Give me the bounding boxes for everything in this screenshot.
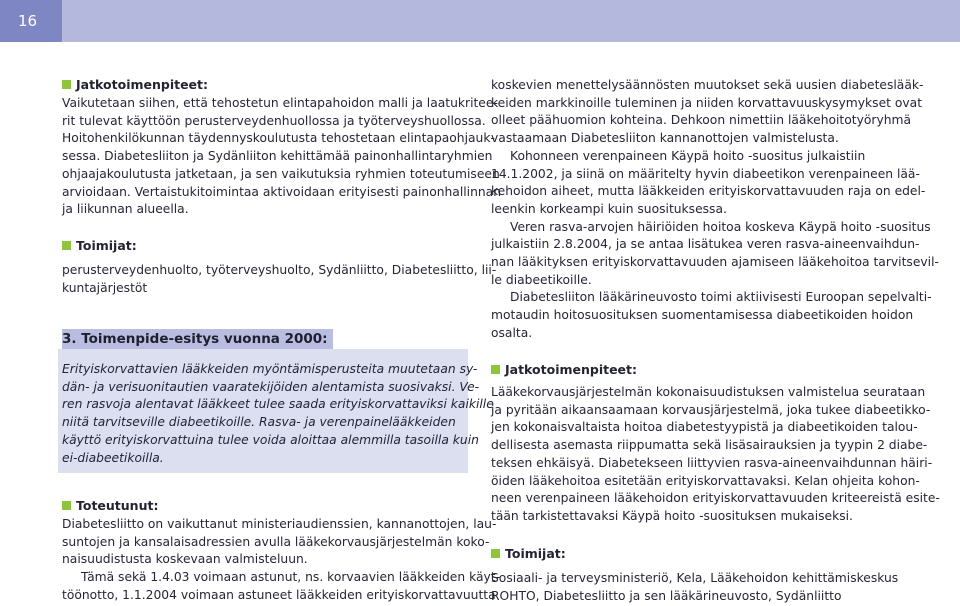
toimijat-text-right bbox=[491, 570, 898, 605]
text-line: tään tarkistettavaksi Käypä hoito -suosituksen mukaiseksi. bbox=[491, 508, 853, 523]
text-line: osalta. bbox=[491, 325, 533, 340]
text-line: koskevien menettelysäännösten muutokset sekä uusien diabeteslääk- bbox=[491, 78, 924, 92]
square-bullet-icon bbox=[62, 501, 71, 510]
jatkotoimenpiteet-text-right bbox=[491, 384, 940, 526]
text-line: ja liikunnan alueella. bbox=[62, 202, 189, 217]
toimijat-heading-left: Toimijat: bbox=[62, 238, 137, 254]
text-line: leenkin korkeampi kuin suosituksessa. bbox=[491, 201, 727, 216]
text-line: käyttö erityiskorvattuina tulee voida aloittaa alemmilla tasoilla kuin bbox=[62, 432, 479, 447]
text-line: ei-diabeetikoilla. bbox=[62, 450, 164, 465]
text-line: ja pyritään aikaansaamaan korvausjärjestelmä, joka tukee diabeetikko- bbox=[491, 402, 931, 417]
text-line: neen verenpaineen lääkehoidon erityiskorvattavuuden kriteereistä esite- bbox=[491, 491, 940, 506]
text-line: vastaamaan Diabetesliiton kannanottojen valmistelusta. bbox=[491, 131, 839, 146]
text-line: nan lääkityksen erityiskorvattavuuden ajamiseen lääkehoitoa tarvitsevil- bbox=[491, 255, 939, 270]
text-line: ohjaajakoulutusta jatketaan, ja sen vaikutuksia ryhmien toteutumiseen bbox=[62, 166, 500, 181]
toimijat-heading-right: Toimijat: bbox=[491, 546, 566, 562]
text-line: naisuudistusta koskevaan valmisteluun. bbox=[62, 552, 308, 567]
text-line: öiden lääkehoitoa esitetään erityiskorvattavaksi. Kelan ohjeita kohon- bbox=[491, 473, 920, 488]
header-bar bbox=[0, 0, 960, 42]
text-line: olleet päähuomion kohteina. Dehkoon nimettiin lääkehoitotyöryhmä bbox=[491, 113, 912, 128]
toteutunut-heading: Toteutunut: bbox=[62, 498, 158, 514]
text-line: keiden markkinoille tuleminen ja niiden korvattavuuskysymykset ovat bbox=[491, 95, 923, 110]
square-bullet-icon bbox=[62, 241, 71, 250]
text-line: Sosiaali- ja terveysministeriö, Kela, Lääkehoidon kehittämiskeskus bbox=[491, 571, 899, 585]
text-line: Erityiskorvattavien lääkkeiden myöntämisperusteita muutetaan sy- bbox=[62, 362, 478, 376]
text-line: Diabetesliiton lääkärineuvosto toimi aktiivisesti Euroopan sepelvalti- bbox=[510, 290, 932, 305]
text-line: Diabetesliitto on vaikuttanut ministeriaudienssien, kannanottojen, lau- bbox=[62, 517, 497, 531]
text-line: Hoitohenkilökunnan täydennyskoulutusta tehostetaan elintapaohjauk- bbox=[62, 131, 495, 146]
text-line: töönotto, 1.1.2004 voimaan astuneet lääkkeiden erityiskorvattavuutta bbox=[62, 587, 496, 602]
text-line: Veren rasva-arvojen häiriöiden hoitoa koskeva Käypä hoito -suositus bbox=[510, 219, 931, 234]
toteutunut-text bbox=[62, 516, 500, 605]
intro-text-right bbox=[491, 77, 939, 343]
text-line: 14.1.2002, ja siinä on määritelty hyvin diabeetikon verenpaineen lää- bbox=[491, 166, 920, 181]
proposal-heading: 3. Toimenpide-esitys vuonna 2000: bbox=[62, 329, 333, 349]
text-line: teksen ehkäisyä. Diabetekseen liittyvien rasva-aineenvaihdunnan häiri- bbox=[491, 455, 933, 470]
square-bullet-icon bbox=[62, 80, 71, 89]
toimijat-text-left bbox=[62, 262, 496, 297]
text-line: Lääkekorvausjärjestelmän kokonaisuudistuksen valmistelua seurataan bbox=[491, 385, 926, 399]
text-line: rit tulevat käyttöön perusterveydenhuollossa ja työterveyshuollossa. bbox=[62, 113, 486, 128]
text-line: kehoidon aiheet, mutta lääkkeiden erityiskorvattavuuden raja on edel- bbox=[491, 184, 926, 199]
text-line: Tämä sekä 1.4.03 voimaan astunut, ns. korvaavien lääkkeiden käyt- bbox=[81, 570, 501, 585]
square-bullet-icon bbox=[491, 365, 500, 374]
text-line: ren rasvoja alentavat lääkkeet tulee saada erityiskorvattaviksi kaikille bbox=[62, 397, 494, 412]
text-line: arvioidaan. Vertaistukitoimintaa aktivoidaan erityisesti painonhallinnan bbox=[62, 184, 502, 199]
jatkotoimenpiteet-text-left bbox=[62, 95, 501, 219]
page-number: 16 bbox=[0, 0, 62, 42]
jatkotoimenpiteet-heading-left: Jatkotoimenpiteet: bbox=[62, 77, 208, 93]
text-line: Vaikutetaan siihen, että tehostetun elintapahoidon malli ja laatukritee- bbox=[62, 96, 498, 110]
text-line: niitä tarvitseville diabeetikoille. Rasva- ja verenpainelääkkeiden bbox=[62, 415, 456, 430]
text-line: sessa. Diabetesliiton ja Sydänliiton kehittämää painonhallintaryhmien bbox=[62, 149, 493, 164]
text-line: Kohonneen verenpaineen Käypä hoito -suositus julkaistiin bbox=[510, 148, 866, 163]
text-line: suntojen ja kansalaisadressien avulla lääkekorvausjärjestelmän koko- bbox=[62, 534, 490, 549]
text-line: dellisesta asemasta riippumatta sekä lisäsairauksien ja tyypin 2 diabe- bbox=[491, 438, 928, 453]
text-line: perusterveydenhuolto, työterveyshuolto, Sydänliitto, Diabetesliitto, lii- bbox=[62, 263, 497, 277]
proposal-text bbox=[62, 361, 494, 467]
text-line: motaudin hoitosuosituksen suomentamisessa diabeetikoiden hoidon bbox=[491, 308, 914, 323]
jatkotoimenpiteet-heading-right: Jatkotoimenpiteet: bbox=[491, 362, 637, 378]
square-bullet-icon bbox=[491, 549, 500, 558]
text-line: dän- ja verisuonitautien vaaratekijöiden alentamista suosivaksi. Ve- bbox=[62, 379, 480, 394]
proposal-box bbox=[58, 349, 494, 473]
text-line: le diabeetikoille. bbox=[491, 272, 592, 287]
text-line: kuntajärjestöt bbox=[62, 280, 148, 295]
text-line: julkaistiin 2.8.2004, ja se antaa lisätukea veren rasva-aineenvaihdun- bbox=[491, 237, 920, 252]
text-line: jen kokonaisvaltaista hoitoa diabetestyypistä ja diabeetikoiden talou- bbox=[491, 420, 918, 435]
text-line: ROHTO, Diabetesliitto ja sen lääkärineuvosto, Sydänliitto bbox=[491, 588, 842, 603]
